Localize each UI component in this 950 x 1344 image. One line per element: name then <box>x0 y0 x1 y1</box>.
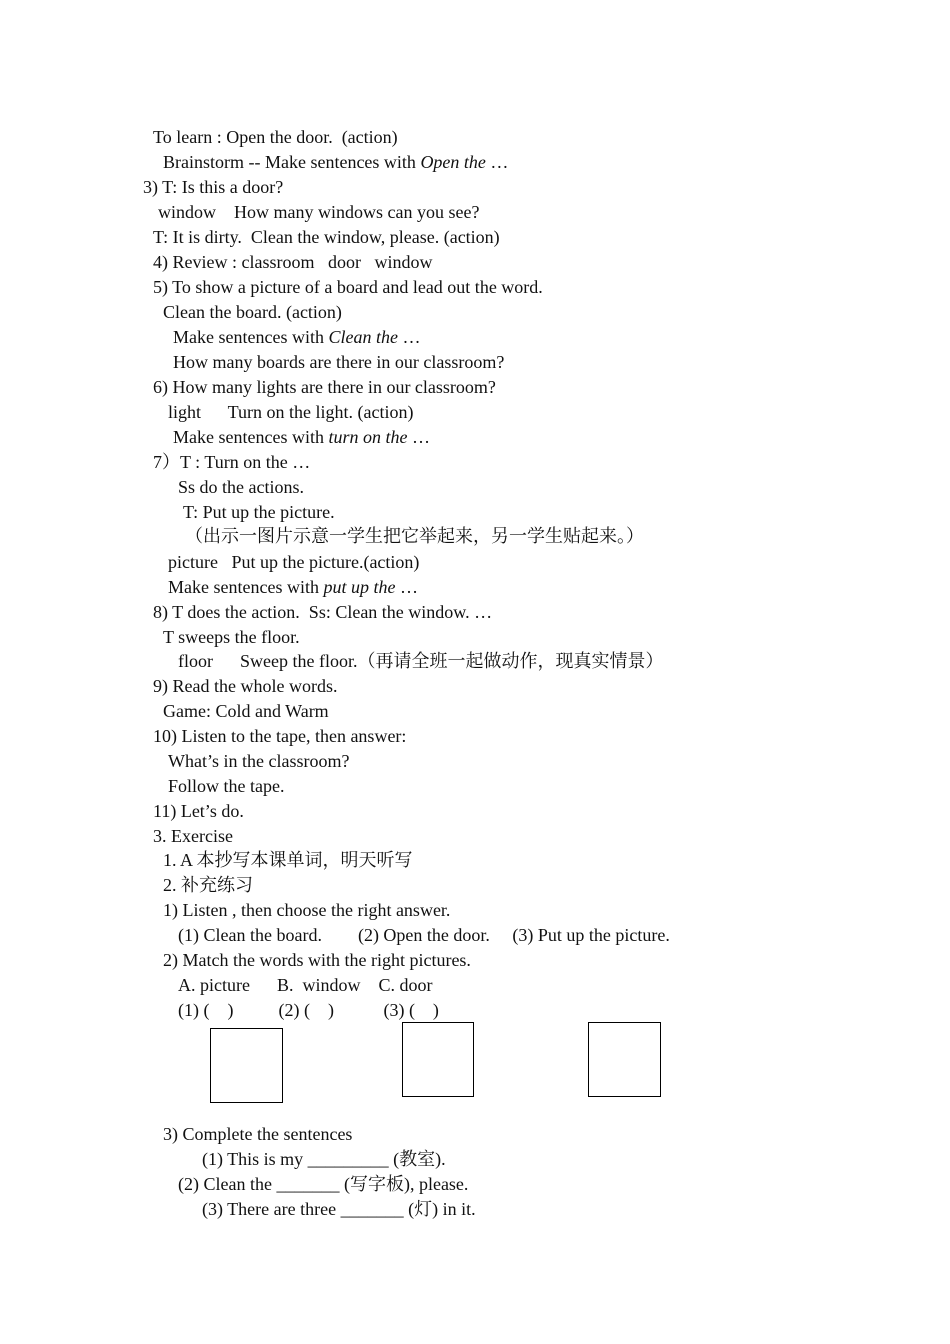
line-ex-1: 1. A 本抄写本课单词，明天听写 <box>163 850 413 870</box>
line-ss-actions: Ss do the actions. <box>178 477 304 497</box>
line-dirty: T: It is dirty. Clean the window, please. (action) <box>153 227 500 247</box>
line-text: Make sentences with <box>168 577 324 597</box>
line-step-5: 5) To show a picture of a board and lead out the word. <box>153 277 543 297</box>
picture-box-2 <box>402 1022 474 1097</box>
line-make-turn-on <box>173 426 430 448</box>
line-step-6: 6) How many lights are there in our classroom? <box>153 377 496 397</box>
italic-phrase: turn on the <box>328 427 408 447</box>
ellipsis: … <box>395 577 418 597</box>
line-fill-3: (3) There are three _______ (灯) in it. <box>202 1199 476 1219</box>
line-put-up: T: Put up the picture. <box>183 502 335 522</box>
line-step-11: 11) Let’s do. <box>153 801 244 821</box>
line-window: window How many windows can you see? <box>158 202 480 222</box>
line-text: Make sentences with <box>173 327 329 347</box>
italic-phrase: Open the <box>420 152 486 172</box>
italic-phrase: put up the <box>323 577 396 597</box>
line-cn-note: （出示一图片示意一学生把它举起来，另一学生贴起来。） <box>185 526 644 546</box>
line-step-7: 7）T : Turn on the … <box>153 452 311 472</box>
picture-box-1 <box>210 1028 283 1103</box>
line-options: A. picture B. window C. door <box>178 975 433 995</box>
line-text: Make sentences with <box>173 427 329 447</box>
line-fill-1: (1) This is my _________ (教室). <box>202 1149 446 1169</box>
line-fill-2: (2) Clean the _______ (写字板), please. <box>178 1174 469 1194</box>
line-ex-2: 2. 补充练习 <box>163 875 253 895</box>
line-picture: picture Put up the picture.(action) <box>168 552 420 572</box>
italic-phrase: Clean the <box>328 327 398 347</box>
line-step-9: 9) Read the whole words. <box>153 676 338 696</box>
line-listen: 1) Listen , then choose the right answer. <box>163 900 451 920</box>
line-step-10: 10) Listen to the tape, then answer: <box>153 726 407 746</box>
line-clean-board: Clean the board. (action) <box>163 302 342 322</box>
line-whats-in: What’s in the classroom? <box>168 751 350 771</box>
line-match: 2) Match the words with the right pictures. <box>163 950 471 970</box>
picture-box-3 <box>588 1022 661 1097</box>
line-floor: floor Sweep the floor.（再请全班一起做动作，现真实情景） <box>178 651 664 671</box>
line-light: light Turn on the light. (action) <box>168 402 414 422</box>
line-to-learn: To learn : Open the door. (action) <box>153 127 398 147</box>
line-choices: (1) Clean the board. (2) Open the door. (3) Put up the picture. <box>178 925 670 945</box>
ellipsis: … <box>407 427 430 447</box>
line-text: Brainstorm -- Make sentences with <box>163 152 421 172</box>
ellipsis: … <box>485 152 509 172</box>
line-game: Game: Cold and Warm <box>163 701 329 721</box>
line-make-clean <box>173 326 420 348</box>
line-brainstorm <box>163 151 508 173</box>
line-sweeps: T sweeps the floor. <box>163 627 300 647</box>
line-step-4: 4) Review : classroom door window <box>153 252 433 272</box>
line-step-8: 8) T does the action. Ss: Clean the window. … <box>153 602 493 622</box>
line-complete: 3) Complete the sentences <box>163 1124 353 1144</box>
line-make-put-up <box>168 576 418 598</box>
ellipsis: … <box>397 327 421 347</box>
line-boards: How many boards are there in our classroom? <box>173 352 505 372</box>
line-blanks: (1) ( ) (2) ( ) (3) ( ) <box>178 1000 439 1020</box>
line-exercise: 3. Exercise <box>153 826 233 846</box>
line-follow: Follow the tape. <box>168 776 285 796</box>
line-step-3: 3) T: Is this a door? <box>143 177 284 197</box>
